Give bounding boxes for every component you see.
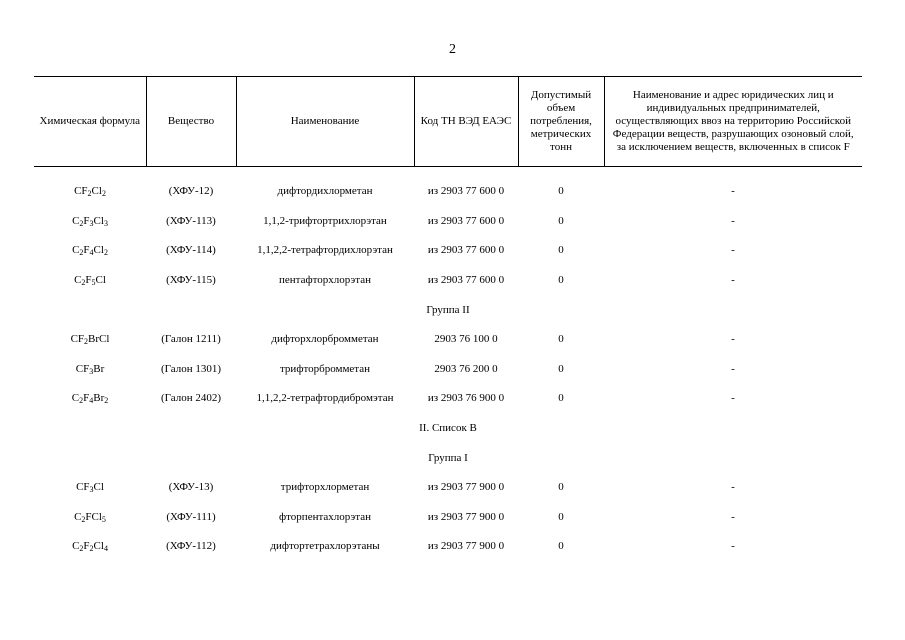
cell-code: 2903 76 200 0 — [434, 362, 498, 375]
cell-volume: 0 — [558, 214, 564, 227]
table-row — [34, 384, 862, 414]
cell-name: 1,1,2,2-тетрафтордихлорэтан — [257, 244, 393, 257]
cell-name: пентафторхлорэтан — [279, 274, 371, 287]
group-heading: II. Список В — [419, 422, 477, 435]
cell-name: фторпентахлорэтан — [279, 510, 371, 523]
table-row — [34, 236, 862, 266]
cell-formula: $C_2F_5Cl$ — [74, 274, 106, 288]
cell-importers: - — [731, 362, 735, 375]
cell-substance: (ХФУ-115) — [166, 274, 216, 287]
header-code: Код ТН ВЭД ЕАЭС — [414, 77, 518, 167]
cell-name: трифторхлорметан — [280, 481, 370, 494]
table-body — [34, 167, 862, 562]
cell-formula: $C_2F_4Cl_2$ — [72, 244, 108, 258]
cell-code: 2903 76 100 0 — [434, 333, 498, 346]
cell-code: из 2903 77 900 0 — [427, 481, 505, 494]
cell-volume: 0 — [558, 362, 564, 375]
cell-volume: 0 — [558, 185, 564, 198]
cell-formula: $CF_2BrCl$ — [70, 333, 110, 347]
cell-code: из 2903 77 600 0 — [427, 214, 505, 227]
table-row — [34, 354, 862, 384]
cell-volume: 0 — [558, 481, 564, 494]
cell-substance: (ХФУ-13) — [168, 481, 214, 494]
cell-name: дифтортетрахлорэтаны — [270, 540, 380, 553]
cell-importers: - — [731, 510, 735, 523]
cell-importers: - — [731, 481, 735, 494]
cell-formula: $C_2F_3Cl_3$ — [72, 214, 108, 228]
cell-substance: (Галон 1301) — [160, 362, 222, 375]
cell-substance: (ХФУ-12) — [168, 185, 214, 198]
cell-code: из 2903 77 900 0 — [427, 510, 505, 523]
cell-name: трифторбромметан — [279, 362, 371, 375]
table-row — [34, 206, 862, 236]
cell-formula: $C_2F_2Cl_4$ — [72, 540, 108, 554]
header-formula: Химическая формула — [34, 77, 146, 167]
cell-importers: - — [731, 392, 735, 405]
cell-volume: 0 — [558, 274, 564, 287]
cell-formula: $C_2FCl_5$ — [74, 510, 106, 524]
cell-substance: (ХФУ-112) — [166, 540, 216, 553]
cell-formula: $CF_3Cl$ — [76, 481, 104, 495]
cell-code: из 2903 77 600 0 — [427, 244, 505, 257]
table-row — [34, 177, 862, 207]
cell-importers: - — [731, 540, 735, 553]
cell-formula: $C_2F_4Br_2$ — [71, 392, 109, 406]
cell-name: дифторхлорбромметан — [271, 333, 379, 346]
page-number: 2 — [449, 42, 456, 57]
group-heading: Группа I — [428, 451, 468, 464]
table-row — [34, 472, 862, 502]
table-row — [34, 324, 862, 354]
cell-volume: 0 — [558, 510, 564, 523]
header-substance: Вещество — [146, 77, 236, 167]
cell-code: из 2903 77 900 0 — [427, 540, 505, 553]
cell-importers: - — [731, 214, 735, 227]
group-heading: Группа II — [426, 303, 470, 316]
cell-volume: 0 — [558, 244, 564, 257]
table-row — [34, 532, 862, 562]
cell-formula: $CF_2Cl_2$ — [74, 185, 106, 199]
cell-importers: - — [731, 185, 735, 198]
cell-name: 1,1,2-трифтортрихлорэтан — [263, 214, 387, 227]
header-name: Наименование — [236, 77, 414, 167]
cell-substance: (Галон 2402) — [160, 392, 222, 405]
cell-volume: 0 — [558, 392, 564, 405]
spacer-row — [34, 167, 862, 177]
header-importers: Наименование и адрес юридических лиц и индивидуальных предпринимателей, осуществляющих ввоз на территорию Российской Федерации веществ, разрушающих озоновый слой, за исключением веществ, включенных в список F — [604, 77, 862, 167]
cell-importers: - — [731, 244, 735, 257]
group-heading-row — [34, 443, 862, 473]
cell-volume: 0 — [558, 540, 564, 553]
cell-formula: $CF_3Br$ — [75, 362, 105, 376]
table-row — [34, 265, 862, 295]
cell-importers: - — [731, 274, 735, 287]
table-header-row — [34, 77, 862, 167]
cell-code: из 2903 77 600 0 — [427, 274, 505, 287]
cell-volume: 0 — [558, 333, 564, 346]
group-heading-row — [34, 295, 862, 325]
cell-substance: (Галон 1211) — [161, 333, 221, 346]
cell-importers: - — [731, 333, 735, 346]
cell-name: дифтордихлорметан — [277, 185, 373, 198]
cell-substance: (ХФУ-111) — [166, 510, 216, 523]
group-heading-row — [34, 413, 862, 443]
header-volume: Допустимый объем потребления, метрических тонн — [518, 77, 604, 167]
cell-substance: (ХФУ-114) — [166, 244, 216, 257]
cell-code: из 2903 77 600 0 — [427, 185, 505, 198]
cell-name: 1,1,2,2-тетрафтордибромэтан — [256, 392, 394, 405]
cell-code: из 2903 76 900 0 — [427, 392, 505, 405]
table-row — [34, 502, 862, 532]
substances-table — [34, 76, 862, 561]
cell-substance: (ХФУ-113) — [166, 214, 216, 227]
